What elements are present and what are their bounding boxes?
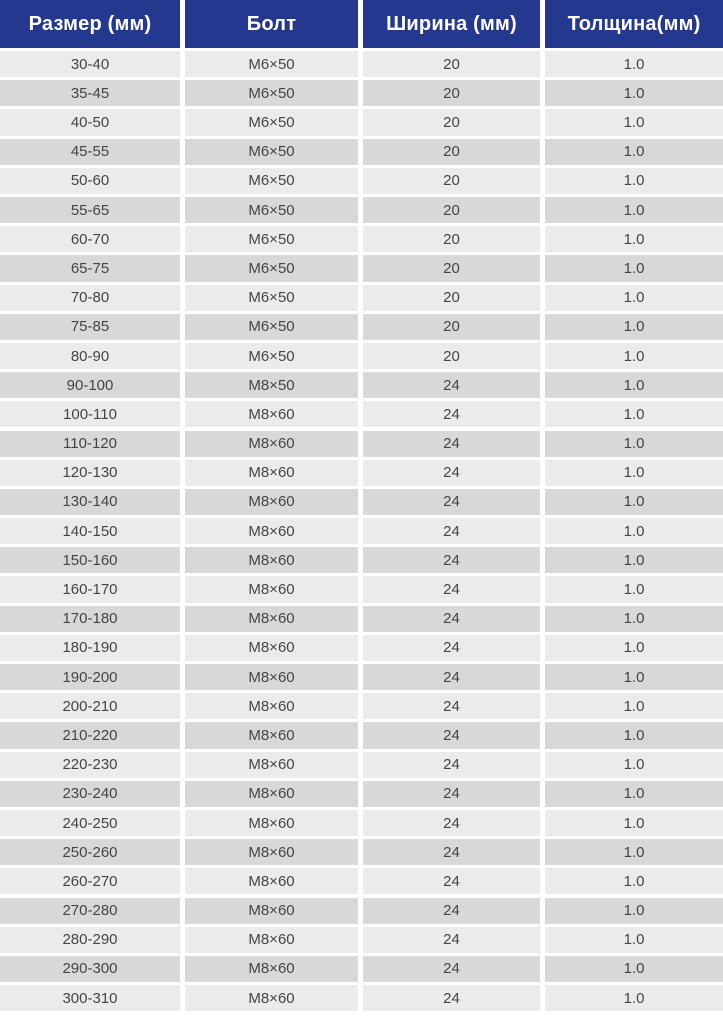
cell-width: 24 [363, 898, 540, 924]
cell-thickness: 1.0 [545, 781, 723, 807]
cell-size: 160-170 [0, 576, 180, 602]
cell-width: 24 [363, 664, 540, 690]
table-row [0, 722, 723, 748]
cell-bolt: M8×60 [185, 547, 358, 573]
cell-width: 24 [363, 606, 540, 632]
cell-bolt: M8×60 [185, 431, 358, 457]
cell-size: 60-70 [0, 226, 180, 252]
cell-bolt: M8×60 [185, 927, 358, 953]
cell-width: 20 [363, 226, 540, 252]
table-header-row [0, 0, 723, 48]
cell-width: 24 [363, 489, 540, 515]
cell-size: 170-180 [0, 606, 180, 632]
cell-bolt: M8×60 [185, 401, 358, 427]
table-row [0, 372, 723, 398]
cell-bolt: M8×60 [185, 898, 358, 924]
cell-size: 220-230 [0, 752, 180, 778]
cell-bolt: M8×60 [185, 576, 358, 602]
column-header-bolt: Болт [185, 0, 358, 48]
cell-bolt: M8×60 [185, 810, 358, 836]
cell-thickness: 1.0 [545, 51, 723, 77]
cell-thickness: 1.0 [545, 868, 723, 894]
cell-thickness: 1.0 [545, 226, 723, 252]
table-row [0, 985, 723, 1011]
cell-bolt: M8×60 [185, 693, 358, 719]
cell-width: 24 [363, 547, 540, 573]
cell-bolt: M6×50 [185, 343, 358, 369]
table-row [0, 197, 723, 223]
table-row [0, 635, 723, 661]
cell-width: 24 [363, 431, 540, 457]
cell-width: 24 [363, 693, 540, 719]
cell-thickness: 1.0 [545, 664, 723, 690]
cell-bolt: M6×50 [185, 51, 358, 77]
cell-size: 30-40 [0, 51, 180, 77]
cell-size: 55-65 [0, 197, 180, 223]
cell-bolt: M6×50 [185, 139, 358, 165]
table-row [0, 168, 723, 194]
cell-size: 35-45 [0, 80, 180, 106]
table-row [0, 956, 723, 982]
cell-width: 20 [363, 197, 540, 223]
cell-size: 280-290 [0, 927, 180, 953]
table-row [0, 401, 723, 427]
cell-size: 80-90 [0, 343, 180, 369]
cell-thickness: 1.0 [545, 547, 723, 573]
table-row [0, 868, 723, 894]
cell-width: 24 [363, 518, 540, 544]
table-row [0, 781, 723, 807]
cell-width: 24 [363, 460, 540, 486]
cell-size: 300-310 [0, 985, 180, 1011]
cell-bolt: M8×50 [185, 372, 358, 398]
cell-thickness: 1.0 [545, 839, 723, 865]
cell-width: 24 [363, 781, 540, 807]
cell-bolt: M8×60 [185, 664, 358, 690]
cell-size: 230-240 [0, 781, 180, 807]
cell-width: 20 [363, 255, 540, 281]
table-row [0, 752, 723, 778]
table-row [0, 839, 723, 865]
table-row [0, 314, 723, 340]
table-row [0, 898, 723, 924]
cell-bolt: M8×60 [185, 635, 358, 661]
cell-bolt: M8×60 [185, 868, 358, 894]
cell-size: 190-200 [0, 664, 180, 690]
cell-size: 75-85 [0, 314, 180, 340]
cell-size: 180-190 [0, 635, 180, 661]
table-row [0, 343, 723, 369]
cell-bolt: M6×50 [185, 255, 358, 281]
table-row [0, 109, 723, 135]
table-row [0, 518, 723, 544]
cell-width: 24 [363, 372, 540, 398]
cell-width: 20 [363, 109, 540, 135]
cell-size: 45-55 [0, 139, 180, 165]
table-row [0, 576, 723, 602]
cell-size: 65-75 [0, 255, 180, 281]
cell-width: 24 [363, 752, 540, 778]
cell-width: 24 [363, 985, 540, 1011]
cell-size: 50-60 [0, 168, 180, 194]
table-row [0, 693, 723, 719]
cell-size: 70-80 [0, 285, 180, 311]
cell-width: 24 [363, 956, 540, 982]
cell-thickness: 1.0 [545, 343, 723, 369]
cell-bolt: M8×60 [185, 956, 358, 982]
cell-thickness: 1.0 [545, 518, 723, 544]
cell-size: 130-140 [0, 489, 180, 515]
cell-size: 250-260 [0, 839, 180, 865]
table-body [0, 51, 723, 1011]
cell-thickness: 1.0 [545, 139, 723, 165]
cell-bolt: M8×60 [185, 752, 358, 778]
table-row [0, 285, 723, 311]
cell-bolt: M8×60 [185, 781, 358, 807]
cell-size: 260-270 [0, 868, 180, 894]
cell-bolt: M6×50 [185, 109, 358, 135]
cell-bolt: M8×60 [185, 606, 358, 632]
cell-thickness: 1.0 [545, 752, 723, 778]
table-row [0, 431, 723, 457]
table-row [0, 255, 723, 281]
cell-thickness: 1.0 [545, 606, 723, 632]
cell-thickness: 1.0 [545, 693, 723, 719]
cell-thickness: 1.0 [545, 168, 723, 194]
column-header-width: Ширина (мм) [363, 0, 540, 48]
cell-bolt: M8×60 [185, 518, 358, 544]
cell-size: 110-120 [0, 431, 180, 457]
cell-size: 100-110 [0, 401, 180, 427]
cell-bolt: M8×60 [185, 460, 358, 486]
cell-width: 20 [363, 80, 540, 106]
cell-size: 150-160 [0, 547, 180, 573]
cell-bolt: M8×60 [185, 839, 358, 865]
cell-thickness: 1.0 [545, 635, 723, 661]
cell-thickness: 1.0 [545, 985, 723, 1011]
table-row [0, 139, 723, 165]
cell-width: 20 [363, 343, 540, 369]
table-row [0, 460, 723, 486]
cell-bolt: M8×60 [185, 985, 358, 1011]
table-row [0, 606, 723, 632]
cell-width: 24 [363, 810, 540, 836]
cell-bolt: M6×50 [185, 314, 358, 340]
cell-thickness: 1.0 [545, 109, 723, 135]
cell-thickness: 1.0 [545, 810, 723, 836]
table-row [0, 927, 723, 953]
column-header-thickness: Толщина(мм) [545, 0, 723, 48]
cell-width: 20 [363, 139, 540, 165]
cell-size: 40-50 [0, 109, 180, 135]
cell-size: 200-210 [0, 693, 180, 719]
column-header-size: Размер (мм) [0, 0, 180, 48]
table-row [0, 51, 723, 77]
cell-width: 24 [363, 635, 540, 661]
cell-bolt: M6×50 [185, 197, 358, 223]
cell-width: 24 [363, 576, 540, 602]
cell-size: 290-300 [0, 956, 180, 982]
cell-width: 24 [363, 839, 540, 865]
cell-thickness: 1.0 [545, 255, 723, 281]
cell-width: 24 [363, 868, 540, 894]
cell-thickness: 1.0 [545, 80, 723, 106]
cell-width: 20 [363, 314, 540, 340]
cell-thickness: 1.0 [545, 927, 723, 953]
table-row [0, 226, 723, 252]
cell-width: 20 [363, 51, 540, 77]
table-row [0, 80, 723, 106]
cell-bolt: M6×50 [185, 226, 358, 252]
cell-width: 24 [363, 927, 540, 953]
cell-width: 20 [363, 285, 540, 311]
cell-thickness: 1.0 [545, 314, 723, 340]
cell-thickness: 1.0 [545, 489, 723, 515]
cell-thickness: 1.0 [545, 372, 723, 398]
cell-thickness: 1.0 [545, 576, 723, 602]
cell-size: 90-100 [0, 372, 180, 398]
cell-thickness: 1.0 [545, 460, 723, 486]
cell-size: 140-150 [0, 518, 180, 544]
cell-thickness: 1.0 [545, 722, 723, 748]
cell-size: 240-250 [0, 810, 180, 836]
cell-bolt: M6×50 [185, 80, 358, 106]
cell-bolt: M8×60 [185, 489, 358, 515]
table-row [0, 489, 723, 515]
cell-width: 20 [363, 168, 540, 194]
cell-thickness: 1.0 [545, 197, 723, 223]
cell-size: 210-220 [0, 722, 180, 748]
cell-size: 120-130 [0, 460, 180, 486]
table-row [0, 810, 723, 836]
cell-thickness: 1.0 [545, 431, 723, 457]
cell-size: 270-280 [0, 898, 180, 924]
cell-thickness: 1.0 [545, 898, 723, 924]
cell-thickness: 1.0 [545, 956, 723, 982]
cell-bolt: M6×50 [185, 285, 358, 311]
cell-thickness: 1.0 [545, 285, 723, 311]
cell-bolt: M6×50 [185, 168, 358, 194]
cell-bolt: M8×60 [185, 722, 358, 748]
cell-width: 24 [363, 722, 540, 748]
table-row [0, 664, 723, 690]
cell-thickness: 1.0 [545, 401, 723, 427]
cell-width: 24 [363, 401, 540, 427]
table-row [0, 547, 723, 573]
